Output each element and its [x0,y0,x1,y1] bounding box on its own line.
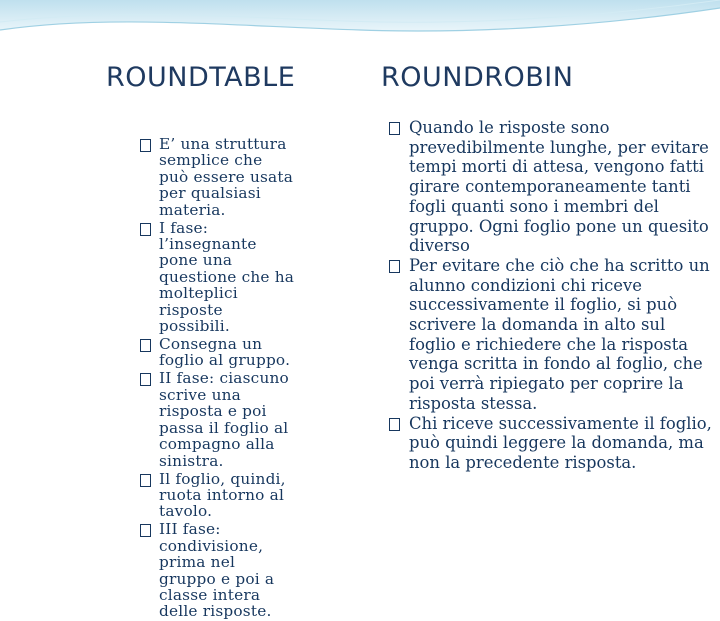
list-item: Quando le risposte sono prevedibilmente lunghe, per evitare tempi morti di attesa, vengono fatti girare contemporaneamente tanti fogli quanti sono i membri del gruppo. Ogni foglio pone un quesito diverso [389,118,714,256]
list-item: Consegna un foglio al gruppo. [140,336,295,369]
roundtable-list [140,136,295,621]
square-bullet-icon [389,260,400,273]
roundrobin-title: ROUNDROBIN [381,62,574,93]
list-item: III fase: condivisione, prima nel gruppo e poi a classe intera delle risposte. [140,521,295,619]
list-item: Per evitare che ciò che ha scritto un alunno condizioni chi riceve successivamente il foglio, si può scrivere la domanda in alto sul foglio e richiedere che la risposta venga scritta in fondo al foglio, che poi verrà ripiegato per coprire la risposta stessa. [389,256,714,414]
roundtable-title: ROUNDTABLE [106,62,296,93]
list-item: Chi riceve successivamente il foglio, può quindi leggere la domanda, ma non la precedente risposta. [389,414,714,473]
square-bullet-icon [140,373,151,386]
square-bullet-icon [140,474,151,487]
roundrobin-list [389,118,714,473]
square-bullet-icon [140,524,151,537]
square-bullet-icon [389,418,400,431]
square-bullet-icon [389,122,400,135]
list-item: E’ una struttura semplice che può essere usata per qualsiasi materia. [140,136,295,218]
square-bullet-icon [140,139,151,152]
list-item: II fase: ciascuno scrive una risposta e poi passa il foglio al compagno alla sinistra. [140,370,295,468]
square-bullet-icon [140,223,151,236]
square-bullet-icon [140,339,151,352]
list-item: I fase: l’insegnante pone una questione che ha molteplici risposte possibili. [140,220,295,335]
list-item: Il foglio, quindi, ruota intorno al tavolo. [140,471,295,520]
